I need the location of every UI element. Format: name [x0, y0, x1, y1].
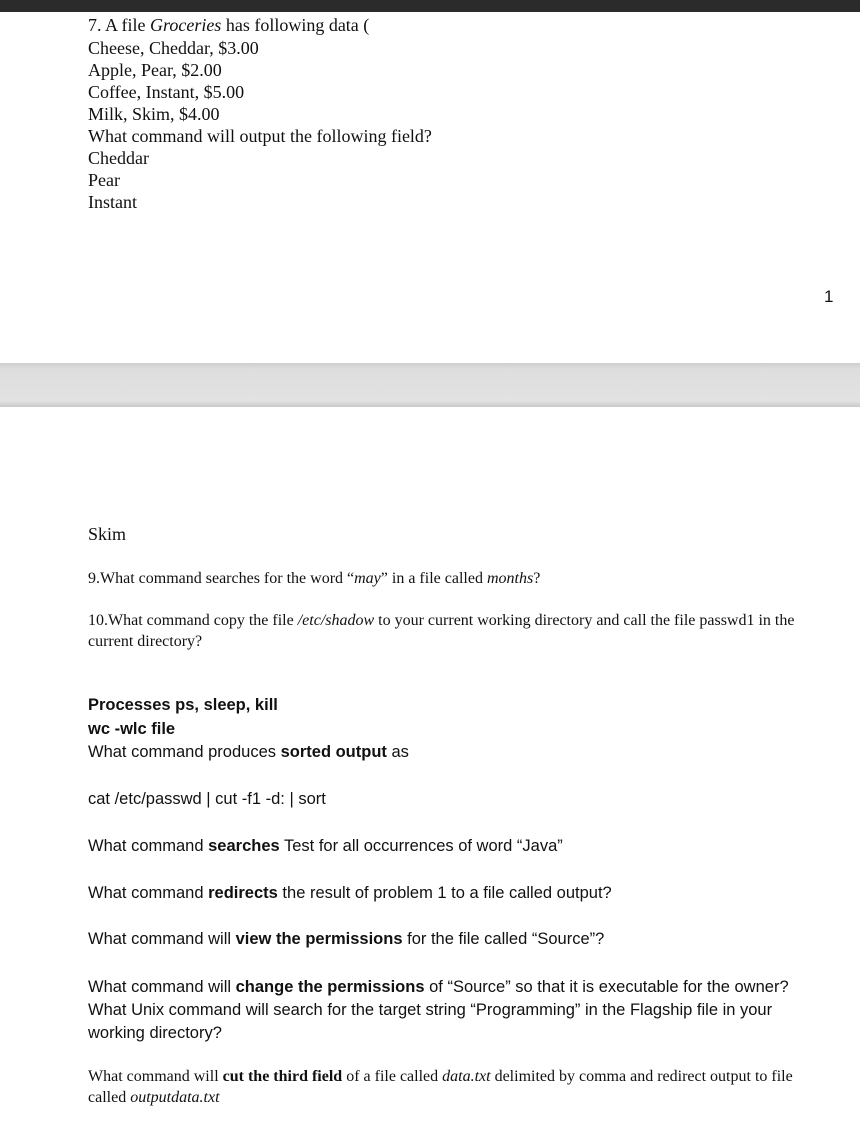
skim-text: Skim — [88, 524, 127, 544]
page-number: 1 — [824, 287, 834, 306]
question-change-permissions: What command will change the permissions of “Source” so that it is executable for the owner? What Unix command will search for the target string “Programming” in the Flagship file in your working directory? — [88, 978, 789, 1042]
heading-wc: wc -wlc file — [88, 720, 176, 738]
heading-processes: Processes ps, sleep, kill — [88, 696, 278, 714]
field-item: Instant — [88, 192, 137, 212]
data-line: Milk, Skim, $4.00 — [88, 104, 220, 124]
field-item: Cheddar — [88, 148, 149, 168]
data-line: Coffee, Instant, $5.00 — [88, 82, 245, 102]
question-cut: What command will cut the third field of a file called data.txt delimited by comma and redirect output to file called outputdata.txt — [88, 1068, 793, 1106]
question-7: 7. A file Groceries has following data ( — [88, 15, 370, 35]
question-sorted: What command produces sorted output as — [88, 743, 409, 761]
question-search: What command searches Test for all occurrences of word “Java” — [88, 837, 563, 855]
top-bar — [0, 0, 860, 12]
question-text: What command will output the following field? — [88, 126, 432, 146]
page-separator — [0, 363, 860, 407]
data-line: Apple, Pear, $2.00 — [88, 60, 222, 80]
command-example: cat /etc/passwd | cut -f1 -d: | sort — [88, 790, 326, 808]
question-view-permissions: What command will view the permissions for the file called “Source”? — [88, 930, 605, 948]
question-redirect: What command redirects the result of problem 1 to a file called output? — [88, 884, 612, 902]
field-item: Pear — [88, 170, 120, 190]
question-9: 9.What command searches for the word “may” in a file called months? — [88, 570, 541, 587]
question-10: 10.What command copy the file /etc/shadow to your current working directory and call the file passwd1 in the current directory? — [88, 612, 795, 650]
data-line: Cheese, Cheddar, $3.00 — [88, 38, 259, 58]
